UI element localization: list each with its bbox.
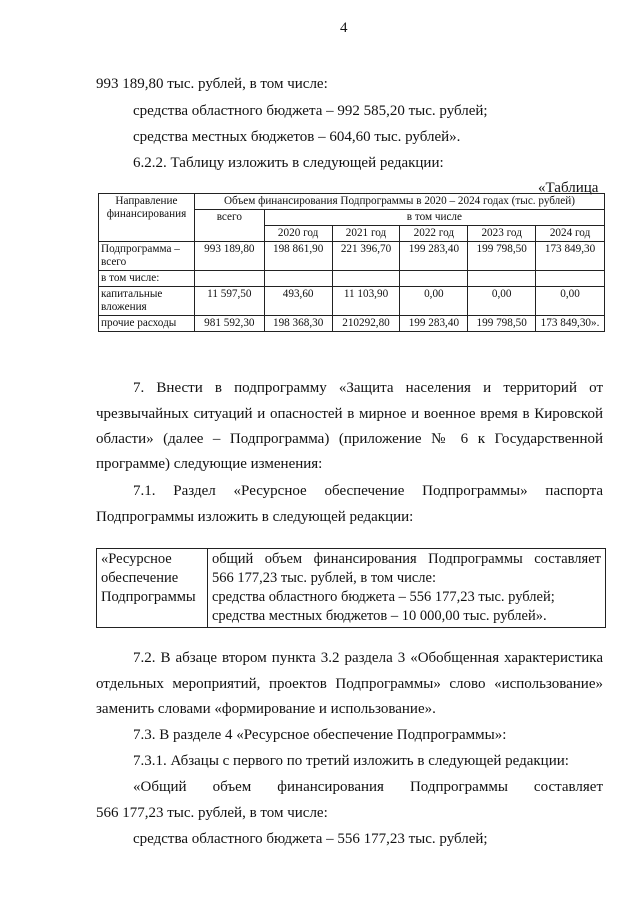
resource-line: средства областного бюджета – 556 177,23 тыс. рублей; — [211, 589, 555, 605]
paragraph-7-2-line: отдельных мероприятий, проектов Подпрограммы» слово «использование» — [96, 676, 603, 692]
financing-table — [98, 193, 605, 332]
cell-2022: 199 283,40 — [400, 242, 468, 271]
row-label: в том числе: — [99, 271, 195, 287]
cell-2022: 199 283,40 — [400, 316, 468, 332]
cell-2020: 198 861,90 — [264, 242, 332, 271]
cell-2023: 199 798,50 — [468, 242, 536, 271]
text-line: 993 189,80 тыс. рублей, в том числе: — [96, 76, 328, 92]
resource-label: «Ресурсное обеспечение Подпрограммы — [97, 549, 208, 628]
paragraph-7-1-line: 7.1. Раздел «Ресурсное обеспечение Подпрограммы» паспорта — [133, 483, 603, 499]
header-year: 2021 год — [332, 226, 400, 242]
cell-total: 981 592,30 — [194, 316, 264, 332]
cell-2024: 0,00 — [536, 287, 605, 316]
paragraph-7-line: области» (далее – Подпрограмма) (приложение № 6 к Государственной — [96, 431, 603, 447]
paragraph-7-line: чрезвычайных ситуаций и опасностей в мирное и военное время в Кировской — [96, 406, 603, 422]
resource-line: средства местных бюджетов – 10 000,00 тыс. рублей». — [211, 608, 547, 624]
text-line: средства местных бюджетов – 604,60 тыс. рублей». — [133, 129, 461, 145]
header-including: в том числе — [264, 210, 604, 226]
paragraph-7-line: 7. Внести в подпрограмму «Защита населения и территорий от — [133, 380, 603, 396]
cell-2023: 0,00 — [468, 287, 536, 316]
page-number: 4 — [340, 20, 348, 36]
quote-line: «Общий объем финансирования Подпрограммы составляет — [133, 779, 603, 795]
paragraph-7-2-line: заменить словами «формирование и использование». — [96, 701, 436, 717]
header-year: 2023 год — [468, 226, 536, 242]
row-label: прочие расходы — [99, 316, 195, 332]
paragraph-7-1-line: Подпрограммы изложить в следующей редакции: — [96, 509, 414, 525]
cell-2024: 173 849,30 — [536, 242, 605, 271]
paragraph-7-line: программе) следующие изменения: — [96, 456, 323, 472]
resource-content — [207, 549, 605, 628]
table-row — [99, 271, 605, 287]
paragraph-7-3: 7.3. В разделе 4 «Ресурсное обеспечение Подпрограммы»: — [133, 727, 507, 743]
cell-total: 11 597,50 — [194, 287, 264, 316]
header-direction: Направление финансирования — [99, 194, 195, 242]
text-line: средства областного бюджета – 992 585,20 тыс. рублей; — [133, 103, 488, 119]
row-label: капитальные вложения — [99, 287, 195, 316]
header-year: 2022 год — [400, 226, 468, 242]
paragraph-7-3-1: 7.3.1. Абзацы с первого по третий изложить в следующей редакции: — [133, 753, 569, 769]
header-year: 2020 год — [264, 226, 332, 242]
header-year: 2024 год — [536, 226, 605, 242]
paragraph-7-2-line: 7.2. В абзаце втором пункта 3.2 раздела 3 «Обобщенная характеристика — [133, 650, 603, 666]
table-row — [99, 316, 605, 332]
quote-line: 566 177,23 тыс. рублей, в том числе: — [96, 805, 328, 821]
cell-2021: 210292,80 — [332, 316, 400, 332]
cell-2020: 493,60 — [264, 287, 332, 316]
row-label: Подпрограмма – всего — [99, 242, 195, 271]
header-total: всего — [194, 210, 264, 242]
cell-2020: 198 368,30 — [264, 316, 332, 332]
text-line: 6.2.2. Таблицу изложить в следующей редакции: — [133, 155, 444, 171]
header-volume: Объем финансирования Подпрограммы в 2020 – 2024 годах (тыс. рублей) — [194, 194, 604, 210]
cell-2022: 0,00 — [400, 287, 468, 316]
resource-line: общий объем финансирования Подпрограммы составляет — [211, 551, 601, 567]
table-row — [99, 242, 605, 271]
cell-2021: 11 103,90 — [332, 287, 400, 316]
resource-table — [96, 548, 606, 628]
resource-line: 566 177,23 тыс. рублей, в том числе: — [211, 570, 437, 586]
cell-2023: 199 798,50 — [468, 316, 536, 332]
quote-line: средства областного бюджета – 556 177,23 тыс. рублей; — [133, 831, 488, 847]
cell-total: 993 189,80 — [194, 242, 264, 271]
cell-2021: 221 396,70 — [332, 242, 400, 271]
table-caption: «Таблица — [538, 180, 599, 196]
table-row — [99, 287, 605, 316]
cell-2024: 173 849,30». — [536, 316, 605, 332]
